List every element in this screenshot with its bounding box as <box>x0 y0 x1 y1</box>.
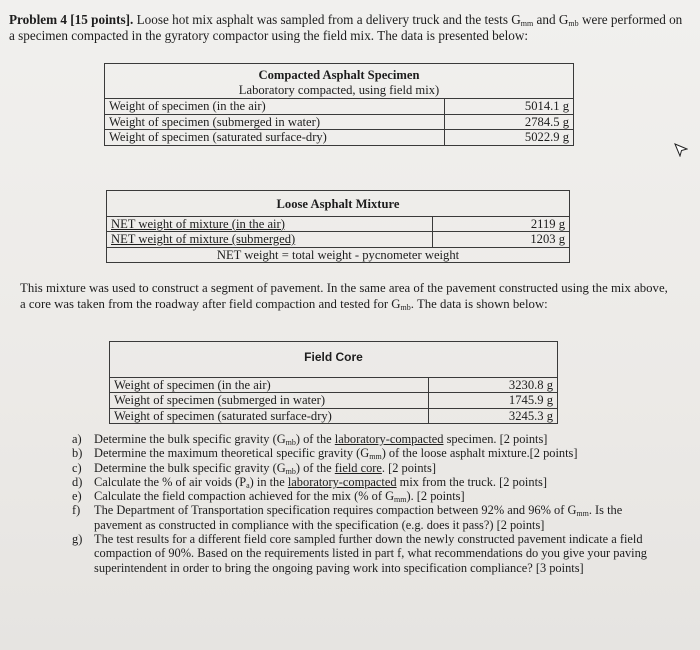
question-text: . Is the pavement as constructed in compliance with the specification (e.g. does it pass?) [2 points] <box>94 503 623 532</box>
question-label: d) <box>72 474 83 489</box>
row-value: 2119 g <box>433 216 570 232</box>
question-b <box>72 446 662 460</box>
row-label: Weight of specimen (saturated surface-dry) <box>105 130 445 146</box>
row-label: NET weight of mixture (submerged) <box>107 232 433 248</box>
table-row <box>110 408 558 424</box>
question-c <box>72 461 662 475</box>
question-text: Determine the bulk specific gravity (G <box>94 460 286 475</box>
question-underline: laboratory-compacted <box>287 474 397 489</box>
row-value: 2784.5 g <box>445 114 574 130</box>
question-label: a) <box>72 432 82 446</box>
question-label: g) <box>72 532 83 547</box>
table-row <box>105 114 574 130</box>
row-label: NET weight of mixture (in the air) <box>107 216 433 232</box>
para-text: This mixture was used to construct a segment of pavement. In the same area of the pavement constructed using the mix above, a core was taken from the roadway after field compaction and tested for G <box>20 281 668 311</box>
para-subscript: mb <box>400 302 411 312</box>
row-label: Weight of specimen (submerged in water) <box>105 114 445 130</box>
loose-mixture-table <box>106 190 570 263</box>
question-text: ) of the loose asphalt mixture.[2 points] <box>381 446 578 461</box>
table-row <box>105 130 574 146</box>
row-value: 3230.8 g <box>429 377 558 393</box>
row-label: Weight of specimen (submerged in water) <box>110 393 429 409</box>
question-d <box>72 475 662 489</box>
question-subscript: mb <box>285 466 296 476</box>
question-subscript: mm <box>576 509 589 519</box>
question-text: ). [2 points] <box>406 489 465 504</box>
row-label: Weight of specimen (in the air) <box>105 99 445 115</box>
question-subscript: mb <box>285 438 296 447</box>
table-row <box>107 216 570 232</box>
intro-text: were performed on a specimen compacted in the gyratory compactor using the field mix. The data is presented below: <box>9 12 683 43</box>
loose-table-title: Loose Asphalt Mixture <box>107 191 570 217</box>
row-value: 3245.3 g <box>429 408 558 424</box>
question-label: f) <box>72 503 81 518</box>
mouse-pointer-icon <box>674 143 688 157</box>
compacted-table-subtitle: Laboratory compacted, using field mix) <box>105 83 574 99</box>
question-text: The Department of Transportation specification requires compaction between 92% and 96% of G <box>94 503 577 518</box>
question-text: ) of the <box>295 460 335 475</box>
table-row <box>110 377 558 393</box>
row-label: Weight of specimen (saturated surface-dry) <box>110 408 429 424</box>
question-text: mix from the truck. [2 points] <box>396 474 547 489</box>
intro-subscript: mm <box>520 19 534 28</box>
question-label: b) <box>72 446 83 461</box>
compacted-table-title: Compacted Asphalt Specimen <box>105 64 574 83</box>
field-core-table <box>109 341 558 424</box>
loose-table-footnote: NET weight = total weight - pycnometer weight <box>107 247 570 263</box>
row-value: 1745.9 g <box>429 393 558 409</box>
question-text: Determine the maximum theoretical specific gravity (G <box>94 446 370 461</box>
question-text: The test results for a different field core sampled further down the newly constructed pavement indicate a field compaction of 90%. Based on the requirements listed in part f, what recommendations do you give your paving superintendent in order to bring the ongoing paving work into specification compliance? [3 points] <box>94 532 647 575</box>
intro-text: and G <box>533 12 569 27</box>
question-text: ) in the <box>249 474 288 489</box>
question-subscript: mm <box>369 452 382 462</box>
compacted-specimen-table <box>104 63 574 146</box>
question-underline: field core <box>334 460 382 475</box>
question-subscript: a <box>246 480 250 490</box>
field-core-paragraph <box>20 281 670 312</box>
question-text: Determine the bulk specific gravity (G <box>94 432 286 446</box>
table-row <box>107 232 570 248</box>
row-label: Weight of specimen (in the air) <box>110 377 429 393</box>
problem-heading: Problem 4 [15 points]. <box>9 12 134 27</box>
row-value: 5022.9 g <box>445 130 574 146</box>
para-text: . The data is shown below: <box>410 296 548 311</box>
question-text: Calculate the % of air voids (P <box>94 474 247 489</box>
row-value: 1203 g <box>433 232 570 248</box>
intro-text: Loose hot mix asphalt was sampled from a delivery truck and the tests G <box>133 12 521 27</box>
problem-intro <box>9 12 691 44</box>
question-label: c) <box>72 460 82 475</box>
intro-subscript: mb <box>568 19 579 28</box>
question-label: e) <box>72 489 82 504</box>
question-list <box>72 432 662 575</box>
question-f <box>72 503 662 532</box>
question-text: specimen. [2 points] <box>443 432 548 446</box>
question-a <box>72 432 662 446</box>
table-row <box>110 393 558 409</box>
row-value: 5014.1 g <box>445 99 574 115</box>
question-underline: laboratory-compacted <box>334 432 444 446</box>
question-text: ) of the <box>295 432 335 446</box>
field-table-title: Field Core <box>110 342 558 378</box>
question-text: Calculate the field compaction achieved for the mix (% of G <box>94 489 395 504</box>
table-row <box>105 99 574 115</box>
question-g <box>72 532 662 575</box>
question-e <box>72 489 662 503</box>
question-text: . [2 points] <box>381 460 436 475</box>
question-subscript: mm <box>394 495 407 505</box>
